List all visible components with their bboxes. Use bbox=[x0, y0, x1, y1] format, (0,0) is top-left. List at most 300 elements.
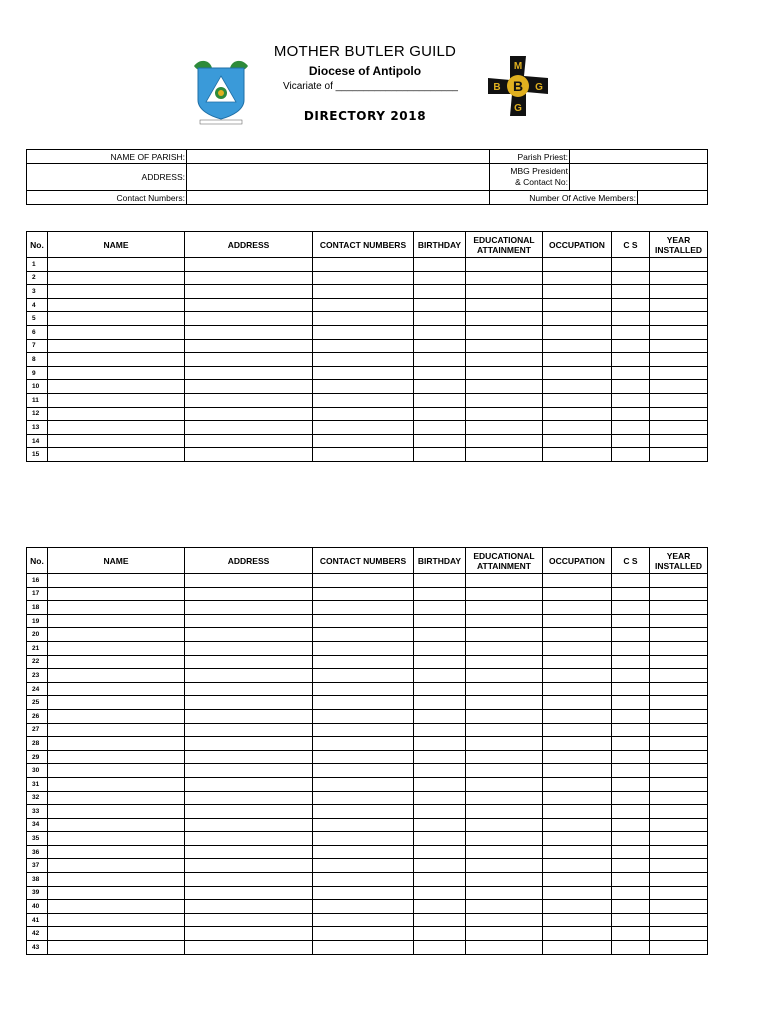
cell-address[interactable] bbox=[185, 900, 313, 914]
cell-contact-numbers[interactable] bbox=[313, 448, 414, 462]
cell-cs[interactable] bbox=[612, 366, 650, 380]
cell-cs[interactable] bbox=[612, 312, 650, 326]
cell-contact-numbers[interactable] bbox=[313, 777, 414, 791]
cell-year-installed[interactable] bbox=[650, 791, 708, 805]
cell-birthday[interactable] bbox=[414, 845, 466, 859]
cell-cs[interactable] bbox=[612, 448, 650, 462]
cell-occupation[interactable] bbox=[543, 832, 612, 846]
cell-year-installed[interactable] bbox=[650, 873, 708, 887]
cell-birthday[interactable] bbox=[414, 791, 466, 805]
cell-contact-numbers[interactable] bbox=[313, 818, 414, 832]
cell-contact-numbers[interactable] bbox=[313, 941, 414, 955]
cell-contact-numbers[interactable] bbox=[313, 791, 414, 805]
cell-address[interactable] bbox=[185, 366, 313, 380]
cell-educational-attainment[interactable] bbox=[466, 339, 543, 353]
cell-contact-numbers[interactable] bbox=[313, 380, 414, 394]
cell-contact-numbers[interactable] bbox=[313, 614, 414, 628]
cell-occupation[interactable] bbox=[543, 614, 612, 628]
cell-educational-attainment[interactable] bbox=[466, 393, 543, 407]
cell-cs[interactable] bbox=[612, 641, 650, 655]
cell-cs[interactable] bbox=[612, 941, 650, 955]
cell-occupation[interactable] bbox=[543, 339, 612, 353]
cell-cs[interactable] bbox=[612, 913, 650, 927]
cell-contact-numbers[interactable] bbox=[313, 682, 414, 696]
cell-year-installed[interactable] bbox=[650, 900, 708, 914]
cell-birthday[interactable] bbox=[414, 723, 466, 737]
cell-cs[interactable] bbox=[612, 696, 650, 710]
cell-occupation[interactable] bbox=[543, 805, 612, 819]
cell-name[interactable] bbox=[48, 380, 185, 394]
cell-name[interactable] bbox=[48, 669, 185, 683]
cell-year-installed[interactable] bbox=[650, 927, 708, 941]
cell-year-installed[interactable] bbox=[650, 614, 708, 628]
cell-address[interactable] bbox=[185, 407, 313, 421]
cell-contact-numbers[interactable] bbox=[313, 574, 414, 588]
cell-cs[interactable] bbox=[612, 258, 650, 272]
cell-contact-numbers[interactable] bbox=[313, 696, 414, 710]
cell-address[interactable] bbox=[185, 434, 313, 448]
cell-cs[interactable] bbox=[612, 737, 650, 751]
cell-address[interactable] bbox=[185, 818, 313, 832]
cell-cs[interactable] bbox=[612, 900, 650, 914]
cell-address[interactable] bbox=[185, 777, 313, 791]
cell-educational-attainment[interactable] bbox=[466, 407, 543, 421]
cell-birthday[interactable] bbox=[414, 750, 466, 764]
cell-year-installed[interactable] bbox=[650, 366, 708, 380]
cell-occupation[interactable] bbox=[543, 407, 612, 421]
cell-year-installed[interactable] bbox=[650, 407, 708, 421]
cell-occupation[interactable] bbox=[543, 380, 612, 394]
cell-year-installed[interactable] bbox=[650, 434, 708, 448]
cell-birthday[interactable] bbox=[414, 696, 466, 710]
cell-educational-attainment[interactable] bbox=[466, 723, 543, 737]
cell-occupation[interactable] bbox=[543, 628, 612, 642]
cell-occupation[interactable] bbox=[543, 777, 612, 791]
cell-contact-numbers[interactable] bbox=[313, 927, 414, 941]
cell-occupation[interactable] bbox=[543, 737, 612, 751]
cell-birthday[interactable] bbox=[414, 709, 466, 723]
cell-year-installed[interactable] bbox=[650, 682, 708, 696]
cell-address[interactable] bbox=[185, 723, 313, 737]
cell-contact-numbers[interactable] bbox=[313, 913, 414, 927]
cell-address[interactable] bbox=[185, 927, 313, 941]
cell-name[interactable] bbox=[48, 737, 185, 751]
cell-name[interactable] bbox=[48, 587, 185, 601]
cell-birthday[interactable] bbox=[414, 941, 466, 955]
cell-educational-attainment[interactable] bbox=[466, 818, 543, 832]
cell-contact-numbers[interactable] bbox=[313, 339, 414, 353]
cell-year-installed[interactable] bbox=[650, 325, 708, 339]
cell-occupation[interactable] bbox=[543, 900, 612, 914]
cell-name[interactable] bbox=[48, 900, 185, 914]
cell-cs[interactable] bbox=[612, 655, 650, 669]
cell-educational-attainment[interactable] bbox=[466, 913, 543, 927]
cell-contact-numbers[interactable] bbox=[313, 628, 414, 642]
cell-contact-numbers[interactable] bbox=[313, 900, 414, 914]
cell-educational-attainment[interactable] bbox=[466, 285, 543, 299]
cell-contact-numbers[interactable] bbox=[313, 805, 414, 819]
cell-cs[interactable] bbox=[612, 434, 650, 448]
cell-educational-attainment[interactable] bbox=[466, 380, 543, 394]
cell-educational-attainment[interactable] bbox=[466, 655, 543, 669]
cell-occupation[interactable] bbox=[543, 298, 612, 312]
cell-year-installed[interactable] bbox=[650, 709, 708, 723]
address-field[interactable] bbox=[187, 164, 490, 191]
cell-contact-numbers[interactable] bbox=[313, 737, 414, 751]
contact-numbers-field[interactable] bbox=[187, 191, 490, 205]
cell-occupation[interactable] bbox=[543, 791, 612, 805]
cell-occupation[interactable] bbox=[543, 696, 612, 710]
cell-birthday[interactable] bbox=[414, 886, 466, 900]
cell-address[interactable] bbox=[185, 737, 313, 751]
cell-birthday[interactable] bbox=[414, 859, 466, 873]
cell-contact-numbers[interactable] bbox=[313, 312, 414, 326]
cell-name[interactable] bbox=[48, 832, 185, 846]
cell-year-installed[interactable] bbox=[650, 421, 708, 435]
cell-educational-attainment[interactable] bbox=[466, 258, 543, 272]
cell-birthday[interactable] bbox=[414, 325, 466, 339]
cell-contact-numbers[interactable] bbox=[313, 434, 414, 448]
cell-name[interactable] bbox=[48, 818, 185, 832]
name-of-parish-field[interactable] bbox=[187, 150, 490, 164]
cell-name[interactable] bbox=[48, 421, 185, 435]
cell-address[interactable] bbox=[185, 421, 313, 435]
cell-cs[interactable] bbox=[612, 587, 650, 601]
cell-address[interactable] bbox=[185, 791, 313, 805]
cell-contact-numbers[interactable] bbox=[313, 709, 414, 723]
cell-educational-attainment[interactable] bbox=[466, 628, 543, 642]
cell-year-installed[interactable] bbox=[650, 339, 708, 353]
cell-cs[interactable] bbox=[612, 859, 650, 873]
cell-address[interactable] bbox=[185, 601, 313, 615]
cell-address[interactable] bbox=[185, 574, 313, 588]
cell-address[interactable] bbox=[185, 805, 313, 819]
cell-cs[interactable] bbox=[612, 628, 650, 642]
cell-occupation[interactable] bbox=[543, 325, 612, 339]
cell-address[interactable] bbox=[185, 353, 313, 367]
cell-educational-attainment[interactable] bbox=[466, 682, 543, 696]
cell-year-installed[interactable] bbox=[650, 723, 708, 737]
cell-address[interactable] bbox=[185, 393, 313, 407]
cell-year-installed[interactable] bbox=[650, 587, 708, 601]
cell-year-installed[interactable] bbox=[650, 380, 708, 394]
cell-occupation[interactable] bbox=[543, 641, 612, 655]
parish-priest-field[interactable] bbox=[570, 150, 708, 164]
cell-birthday[interactable] bbox=[414, 927, 466, 941]
cell-address[interactable] bbox=[185, 258, 313, 272]
cell-name[interactable] bbox=[48, 805, 185, 819]
cell-contact-numbers[interactable] bbox=[313, 845, 414, 859]
cell-cs[interactable] bbox=[612, 380, 650, 394]
cell-year-installed[interactable] bbox=[650, 448, 708, 462]
cell-address[interactable] bbox=[185, 285, 313, 299]
cell-educational-attainment[interactable] bbox=[466, 737, 543, 751]
cell-contact-numbers[interactable] bbox=[313, 641, 414, 655]
cell-name[interactable] bbox=[48, 353, 185, 367]
cell-name[interactable] bbox=[48, 941, 185, 955]
cell-educational-attainment[interactable] bbox=[466, 271, 543, 285]
cell-educational-attainment[interactable] bbox=[466, 574, 543, 588]
cell-contact-numbers[interactable] bbox=[313, 366, 414, 380]
cell-educational-attainment[interactable] bbox=[466, 448, 543, 462]
cell-cs[interactable] bbox=[612, 271, 650, 285]
cell-year-installed[interactable] bbox=[650, 285, 708, 299]
cell-cs[interactable] bbox=[612, 927, 650, 941]
active-members-field[interactable] bbox=[638, 191, 708, 205]
cell-educational-attainment[interactable] bbox=[466, 421, 543, 435]
cell-birthday[interactable] bbox=[414, 298, 466, 312]
cell-year-installed[interactable] bbox=[650, 258, 708, 272]
cell-name[interactable] bbox=[48, 393, 185, 407]
cell-occupation[interactable] bbox=[543, 927, 612, 941]
cell-educational-attainment[interactable] bbox=[466, 750, 543, 764]
cell-educational-attainment[interactable] bbox=[466, 764, 543, 778]
cell-birthday[interactable] bbox=[414, 900, 466, 914]
cell-occupation[interactable] bbox=[543, 366, 612, 380]
cell-occupation[interactable] bbox=[543, 587, 612, 601]
cell-contact-numbers[interactable] bbox=[313, 258, 414, 272]
cell-birthday[interactable] bbox=[414, 818, 466, 832]
cell-occupation[interactable] bbox=[543, 886, 612, 900]
cell-address[interactable] bbox=[185, 587, 313, 601]
cell-name[interactable] bbox=[48, 696, 185, 710]
cell-year-installed[interactable] bbox=[650, 913, 708, 927]
cell-cs[interactable] bbox=[612, 574, 650, 588]
cell-birthday[interactable] bbox=[414, 601, 466, 615]
cell-name[interactable] bbox=[48, 285, 185, 299]
cell-cs[interactable] bbox=[612, 682, 650, 696]
cell-contact-numbers[interactable] bbox=[313, 353, 414, 367]
cell-educational-attainment[interactable] bbox=[466, 641, 543, 655]
cell-name[interactable] bbox=[48, 601, 185, 615]
cell-year-installed[interactable] bbox=[650, 750, 708, 764]
cell-cs[interactable] bbox=[612, 832, 650, 846]
cell-address[interactable] bbox=[185, 339, 313, 353]
cell-educational-attainment[interactable] bbox=[466, 312, 543, 326]
cell-contact-numbers[interactable] bbox=[313, 271, 414, 285]
cell-educational-attainment[interactable] bbox=[466, 886, 543, 900]
cell-year-installed[interactable] bbox=[650, 601, 708, 615]
cell-address[interactable] bbox=[185, 325, 313, 339]
cell-year-installed[interactable] bbox=[650, 818, 708, 832]
cell-address[interactable] bbox=[185, 669, 313, 683]
cell-cs[interactable] bbox=[612, 614, 650, 628]
cell-address[interactable] bbox=[185, 764, 313, 778]
cell-educational-attainment[interactable] bbox=[466, 709, 543, 723]
cell-birthday[interactable] bbox=[414, 271, 466, 285]
cell-cs[interactable] bbox=[612, 818, 650, 832]
cell-educational-attainment[interactable] bbox=[466, 601, 543, 615]
cell-cs[interactable] bbox=[612, 709, 650, 723]
cell-educational-attainment[interactable] bbox=[466, 791, 543, 805]
cell-contact-numbers[interactable] bbox=[313, 886, 414, 900]
cell-contact-numbers[interactable] bbox=[313, 587, 414, 601]
cell-year-installed[interactable] bbox=[650, 777, 708, 791]
cell-occupation[interactable] bbox=[543, 818, 612, 832]
cell-address[interactable] bbox=[185, 628, 313, 642]
cell-address[interactable] bbox=[185, 298, 313, 312]
cell-birthday[interactable] bbox=[414, 614, 466, 628]
cell-cs[interactable] bbox=[612, 353, 650, 367]
cell-name[interactable] bbox=[48, 709, 185, 723]
cell-occupation[interactable] bbox=[543, 421, 612, 435]
cell-occupation[interactable] bbox=[543, 845, 612, 859]
cell-year-installed[interactable] bbox=[650, 737, 708, 751]
cell-birthday[interactable] bbox=[414, 805, 466, 819]
cell-address[interactable] bbox=[185, 380, 313, 394]
cell-birthday[interactable] bbox=[414, 380, 466, 394]
cell-educational-attainment[interactable] bbox=[466, 900, 543, 914]
cell-educational-attainment[interactable] bbox=[466, 434, 543, 448]
cell-address[interactable] bbox=[185, 614, 313, 628]
cell-educational-attainment[interactable] bbox=[466, 614, 543, 628]
cell-contact-numbers[interactable] bbox=[313, 655, 414, 669]
cell-year-installed[interactable] bbox=[650, 669, 708, 683]
cell-year-installed[interactable] bbox=[650, 298, 708, 312]
cell-educational-attainment[interactable] bbox=[466, 941, 543, 955]
cell-educational-attainment[interactable] bbox=[466, 805, 543, 819]
cell-occupation[interactable] bbox=[543, 859, 612, 873]
cell-occupation[interactable] bbox=[543, 574, 612, 588]
cell-name[interactable] bbox=[48, 777, 185, 791]
cell-year-installed[interactable] bbox=[650, 271, 708, 285]
cell-occupation[interactable] bbox=[543, 723, 612, 737]
cell-year-installed[interactable] bbox=[650, 628, 708, 642]
cell-birthday[interactable] bbox=[414, 285, 466, 299]
cell-cs[interactable] bbox=[612, 805, 650, 819]
cell-educational-attainment[interactable] bbox=[466, 832, 543, 846]
cell-birthday[interactable] bbox=[414, 873, 466, 887]
cell-address[interactable] bbox=[185, 655, 313, 669]
cell-occupation[interactable] bbox=[543, 655, 612, 669]
cell-name[interactable] bbox=[48, 927, 185, 941]
cell-year-installed[interactable] bbox=[650, 353, 708, 367]
cell-birthday[interactable] bbox=[414, 421, 466, 435]
cell-name[interactable] bbox=[48, 859, 185, 873]
cell-name[interactable] bbox=[48, 682, 185, 696]
mbg-president-field[interactable] bbox=[570, 164, 708, 191]
cell-educational-attainment[interactable] bbox=[466, 669, 543, 683]
cell-contact-numbers[interactable] bbox=[313, 723, 414, 737]
cell-occupation[interactable] bbox=[543, 448, 612, 462]
cell-occupation[interactable] bbox=[543, 709, 612, 723]
cell-contact-numbers[interactable] bbox=[313, 750, 414, 764]
cell-birthday[interactable] bbox=[414, 407, 466, 421]
cell-year-installed[interactable] bbox=[650, 941, 708, 955]
cell-educational-attainment[interactable] bbox=[466, 587, 543, 601]
cell-name[interactable] bbox=[48, 258, 185, 272]
cell-name[interactable] bbox=[48, 366, 185, 380]
cell-birthday[interactable] bbox=[414, 339, 466, 353]
cell-birthday[interactable] bbox=[414, 655, 466, 669]
cell-occupation[interactable] bbox=[543, 750, 612, 764]
cell-address[interactable] bbox=[185, 312, 313, 326]
cell-educational-attainment[interactable] bbox=[466, 366, 543, 380]
cell-birthday[interactable] bbox=[414, 777, 466, 791]
cell-cs[interactable] bbox=[612, 777, 650, 791]
cell-cs[interactable] bbox=[612, 285, 650, 299]
cell-occupation[interactable] bbox=[543, 873, 612, 887]
cell-cs[interactable] bbox=[612, 845, 650, 859]
cell-educational-attainment[interactable] bbox=[466, 325, 543, 339]
cell-name[interactable] bbox=[48, 434, 185, 448]
cell-name[interactable] bbox=[48, 723, 185, 737]
cell-address[interactable] bbox=[185, 709, 313, 723]
cell-contact-numbers[interactable] bbox=[313, 859, 414, 873]
cell-name[interactable] bbox=[48, 271, 185, 285]
cell-year-installed[interactable] bbox=[650, 574, 708, 588]
cell-name[interactable] bbox=[48, 750, 185, 764]
cell-name[interactable] bbox=[48, 614, 185, 628]
cell-name[interactable] bbox=[48, 339, 185, 353]
cell-occupation[interactable] bbox=[543, 601, 612, 615]
cell-cs[interactable] bbox=[612, 791, 650, 805]
cell-address[interactable] bbox=[185, 696, 313, 710]
cell-cs[interactable] bbox=[612, 723, 650, 737]
cell-occupation[interactable] bbox=[543, 258, 612, 272]
cell-cs[interactable] bbox=[612, 873, 650, 887]
cell-name[interactable] bbox=[48, 845, 185, 859]
cell-occupation[interactable] bbox=[543, 285, 612, 299]
cell-educational-attainment[interactable] bbox=[466, 298, 543, 312]
cell-contact-numbers[interactable] bbox=[313, 298, 414, 312]
cell-birthday[interactable] bbox=[414, 832, 466, 846]
cell-year-installed[interactable] bbox=[650, 641, 708, 655]
cell-occupation[interactable] bbox=[543, 271, 612, 285]
cell-address[interactable] bbox=[185, 271, 313, 285]
cell-address[interactable] bbox=[185, 845, 313, 859]
cell-cs[interactable] bbox=[612, 325, 650, 339]
cell-year-installed[interactable] bbox=[650, 393, 708, 407]
cell-contact-numbers[interactable] bbox=[313, 421, 414, 435]
cell-year-installed[interactable] bbox=[650, 805, 708, 819]
cell-year-installed[interactable] bbox=[650, 312, 708, 326]
cell-cs[interactable] bbox=[612, 298, 650, 312]
cell-birthday[interactable] bbox=[414, 312, 466, 326]
cell-occupation[interactable] bbox=[543, 669, 612, 683]
cell-address[interactable] bbox=[185, 941, 313, 955]
cell-cs[interactable] bbox=[612, 764, 650, 778]
cell-cs[interactable] bbox=[612, 886, 650, 900]
cell-birthday[interactable] bbox=[414, 448, 466, 462]
cell-name[interactable] bbox=[48, 655, 185, 669]
cell-contact-numbers[interactable] bbox=[313, 393, 414, 407]
cell-educational-attainment[interactable] bbox=[466, 927, 543, 941]
cell-birthday[interactable] bbox=[414, 353, 466, 367]
cell-year-installed[interactable] bbox=[650, 832, 708, 846]
cell-birthday[interactable] bbox=[414, 764, 466, 778]
cell-birthday[interactable] bbox=[414, 669, 466, 683]
cell-contact-numbers[interactable] bbox=[313, 285, 414, 299]
cell-name[interactable] bbox=[48, 886, 185, 900]
cell-address[interactable] bbox=[185, 641, 313, 655]
cell-birthday[interactable] bbox=[414, 574, 466, 588]
cell-year-installed[interactable] bbox=[650, 859, 708, 873]
cell-contact-numbers[interactable] bbox=[313, 764, 414, 778]
cell-address[interactable] bbox=[185, 913, 313, 927]
cell-occupation[interactable] bbox=[543, 941, 612, 955]
cell-name[interactable] bbox=[48, 325, 185, 339]
cell-address[interactable] bbox=[185, 832, 313, 846]
cell-contact-numbers[interactable] bbox=[313, 832, 414, 846]
cell-birthday[interactable] bbox=[414, 641, 466, 655]
cell-occupation[interactable] bbox=[543, 434, 612, 448]
cell-birthday[interactable] bbox=[414, 434, 466, 448]
cell-name[interactable] bbox=[48, 641, 185, 655]
cell-cs[interactable] bbox=[612, 393, 650, 407]
cell-name[interactable] bbox=[48, 312, 185, 326]
cell-educational-attainment[interactable] bbox=[466, 353, 543, 367]
